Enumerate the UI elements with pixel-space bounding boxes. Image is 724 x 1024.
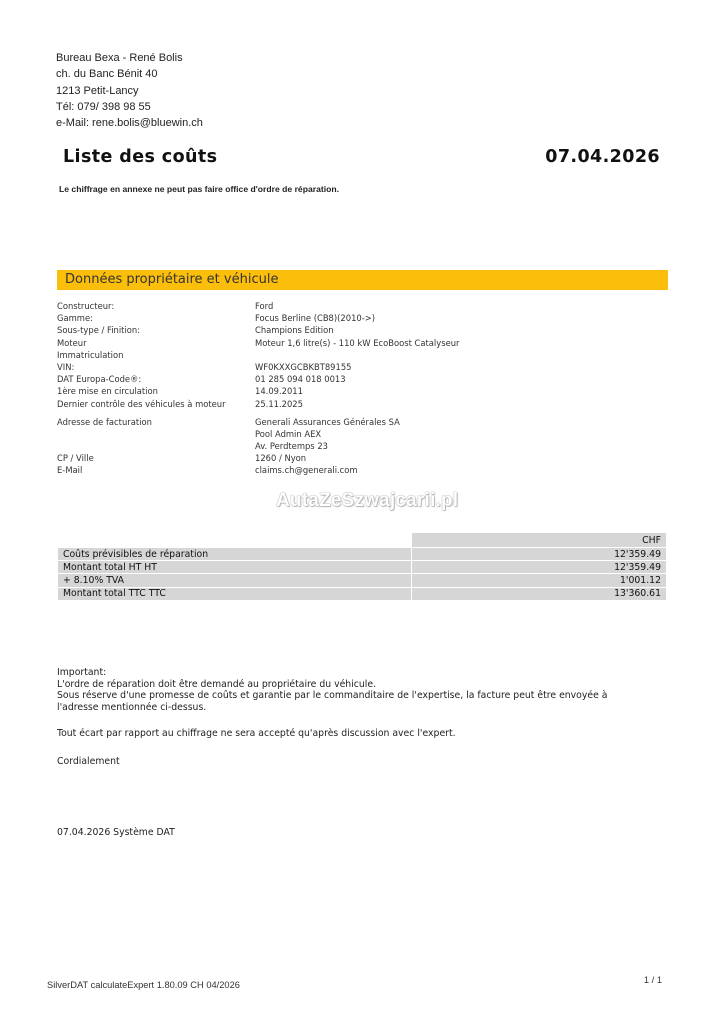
section-header <box>57 270 668 290</box>
table-row <box>58 561 667 574</box>
cost-amount: 1'001.12 <box>412 574 667 587</box>
value-vin: WF0KXXGCBKBT89155 <box>255 362 352 372</box>
cost-label: Coûts prévisibles de réparation <box>58 548 412 561</box>
value-billing-company: Generali Assurances Générales SA <box>255 416 400 427</box>
value-dat-code: 01 285 094 018 0013 <box>255 374 346 385</box>
sender-address <box>56 50 203 131</box>
value-billing-street: Av. Perdtemps 23 <box>255 440 328 451</box>
sender-phone: Tél: 079/ 398 98 55 <box>56 100 151 113</box>
label-last-inspection: Dernier contrôle des véhicules à moteur <box>57 398 226 409</box>
currency-header: CHF <box>412 533 667 548</box>
label-manufacturer: Constructeur: <box>57 301 115 311</box>
table-row <box>58 587 667 600</box>
footer-software: SilverDAT calculateExpert 1.80.09 CH 04/2026 <box>47 980 240 990</box>
label-subtype: Sous-type / Finition: <box>57 325 141 336</box>
closing: Cordialement <box>57 756 120 767</box>
value-billing-dept: Pool Admin AEX <box>255 428 322 439</box>
cost-amount: 12'359.49 <box>412 561 667 574</box>
label-engine: Moteur <box>57 337 87 348</box>
value-manufacturer: Ford <box>255 301 274 311</box>
label-range: Gamme: <box>57 313 93 324</box>
important-heading: Important: <box>57 667 107 678</box>
table-row <box>58 574 667 587</box>
sender-name: Bureau Bexa - René Bolis <box>56 52 183 64</box>
disclaimer: Le chiffrage en annexe ne peut pas faire office d'ordre de réparation. <box>59 184 339 194</box>
value-range: Focus Berline (CB8)(2010->) <box>255 313 376 324</box>
label-first-registration: 1ère mise en circulation <box>57 386 158 397</box>
section-title: Données propriétaire et véhicule <box>65 272 279 287</box>
label-vin: VIN: <box>57 362 75 372</box>
value-engine: Moteur 1,6 litre(s) - 110 kW EcoBoost Catalyseur <box>255 337 460 348</box>
label-postcode-city: CP / Ville <box>57 453 94 463</box>
costs-header-row <box>58 533 667 548</box>
watermark: AutaZeSzwajcarii.pl <box>276 490 459 511</box>
label-billing-address: Adresse de facturation <box>57 416 152 427</box>
costs-header-blank <box>58 533 412 548</box>
table-row <box>58 548 667 561</box>
sender-email: e-Mail: rene.bolis@bluewin.ch <box>56 117 203 130</box>
important-line-1: L'ordre de réparation doit être demandé au propriétaire du véhicule. <box>57 678 377 690</box>
document-date: 07.04.2026 <box>545 147 660 167</box>
notes-block <box>57 667 607 713</box>
label-dat-code: DAT Europa-Code®: <box>57 374 142 385</box>
value-subtype: Champions Edition <box>255 325 334 336</box>
signature-line: 07.04.2026 Système DAT <box>57 827 175 838</box>
sender-city: 1213 Petit-Lancy <box>56 84 139 97</box>
cost-label: Montant total HT HT <box>58 561 412 574</box>
cost-label: + 8.10% TVA <box>58 574 412 587</box>
value-last-inspection: 25.11.2025 <box>255 398 303 409</box>
label-email: E-Mail <box>57 465 83 476</box>
deviation-note: Tout écart par rapport au chiffrage ne sera accepté qu'après discussion avec l'expert. <box>57 728 456 739</box>
value-first-registration: 14.09.2011 <box>255 386 303 397</box>
page-number: 1 / 1 <box>643 975 662 985</box>
cost-amount: 13'360.61 <box>412 587 667 600</box>
value-postcode-city: 1260 / Nyon <box>255 453 307 463</box>
value-email: claims.ch@generali.com <box>255 465 358 476</box>
costs-table <box>57 532 667 601</box>
cost-label: Montant total TTC TTC <box>58 587 412 600</box>
important-line-3: l'adresse mentionnée ci-dessus. <box>57 701 207 713</box>
important-line-2: Sous réserve d'une promesse de coûts et garantie par le commanditaire de l'expertise, la facture peut être envoyée à <box>57 690 608 701</box>
document-title: Liste des coûts <box>63 147 218 167</box>
sender-street: ch. du Banc Bénit 40 <box>56 68 158 81</box>
label-registration: Immatriculation <box>57 349 124 360</box>
cost-amount: 12'359.49 <box>412 548 667 561</box>
